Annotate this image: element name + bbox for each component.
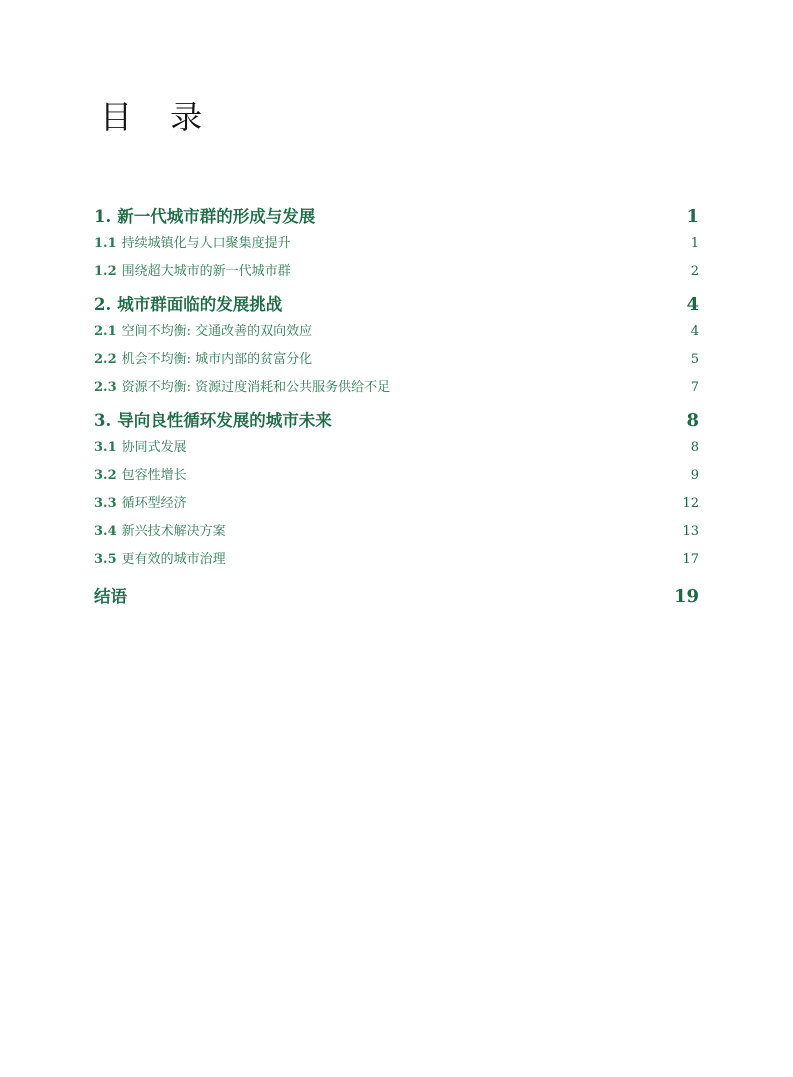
toc-title: 结语 [94, 587, 127, 606]
toc-title: 协同式发展 [121, 440, 187, 455]
toc-page: 17 [682, 552, 699, 567]
toc-number: 3.5 [94, 552, 117, 567]
toc-page: 4 [690, 324, 699, 339]
toc-number: 2.1 [94, 324, 117, 339]
toc-page: 2 [690, 264, 699, 279]
toc-number: 1. [94, 207, 112, 226]
toc-title: 导向良性循环发展的城市未来 [117, 411, 332, 430]
toc-title: 持续城镇化与人口聚集度提升 [121, 236, 291, 251]
toc-page: 19 [673, 586, 699, 607]
toc-number: 3.3 [94, 496, 117, 511]
toc-entry-3[interactable] [94, 408, 699, 434]
toc-page: 1 [686, 206, 699, 227]
toc-title: 更有效的城市治理 [121, 552, 226, 567]
toc-entry-2-3[interactable] [94, 374, 699, 402]
toc-number: 3.4 [94, 524, 117, 539]
toc-title: 循环型经济 [121, 496, 187, 511]
toc-page: 9 [690, 468, 699, 483]
toc-number: 2. [94, 295, 112, 314]
toc-entry-3-2[interactable] [94, 462, 699, 490]
toc-entry-3-1[interactable] [94, 434, 699, 462]
toc-entry-2[interactable] [94, 292, 699, 318]
toc-page: 7 [690, 380, 699, 395]
toc-title: 城市群面临的发展挑战 [117, 295, 283, 314]
toc-page: 1 [690, 236, 699, 251]
toc-entry-conclusion[interactable] [94, 584, 699, 610]
toc-entry-1[interactable] [94, 204, 699, 230]
toc-title: 机会不均衡: 城市内部的贫富分化 [121, 352, 313, 367]
toc-title: 空间不均衡: 交通改善的双向效应 [121, 324, 313, 339]
toc-number: 3.1 [94, 440, 117, 455]
table-of-contents [94, 204, 699, 610]
toc-page: 5 [690, 352, 699, 367]
toc-entry-3-4[interactable] [94, 518, 699, 546]
toc-number: 2.3 [94, 380, 117, 395]
page-title: 目 录 [100, 98, 217, 136]
toc-entry-1-1[interactable] [94, 230, 699, 258]
toc-entry-1-2[interactable] [94, 258, 699, 286]
toc-page: 8 [686, 410, 699, 431]
toc-page: 8 [690, 440, 699, 455]
toc-entry-3-3[interactable] [94, 490, 699, 518]
toc-number: 3.2 [94, 468, 117, 483]
toc-number: 1.1 [94, 236, 117, 251]
toc-number: 1.2 [94, 264, 117, 279]
toc-entry-2-1[interactable] [94, 318, 699, 346]
toc-title: 包容性增长 [121, 468, 187, 483]
toc-title: 新兴技术解决方案 [121, 524, 226, 539]
toc-entry-2-2[interactable] [94, 346, 699, 374]
toc-page: 13 [682, 524, 699, 539]
toc-page: 4 [686, 294, 699, 315]
toc-title: 围绕超大城市的新一代城市群 [121, 264, 291, 279]
toc-number: 2.2 [94, 352, 117, 367]
toc-page: 12 [682, 496, 699, 511]
toc-title: 资源不均衡: 资源过度消耗和公共服务供给不足 [121, 380, 391, 395]
toc-title: 新一代城市群的形成与发展 [117, 207, 316, 226]
toc-entry-3-5[interactable] [94, 546, 699, 574]
toc-number: 3. [94, 411, 112, 430]
